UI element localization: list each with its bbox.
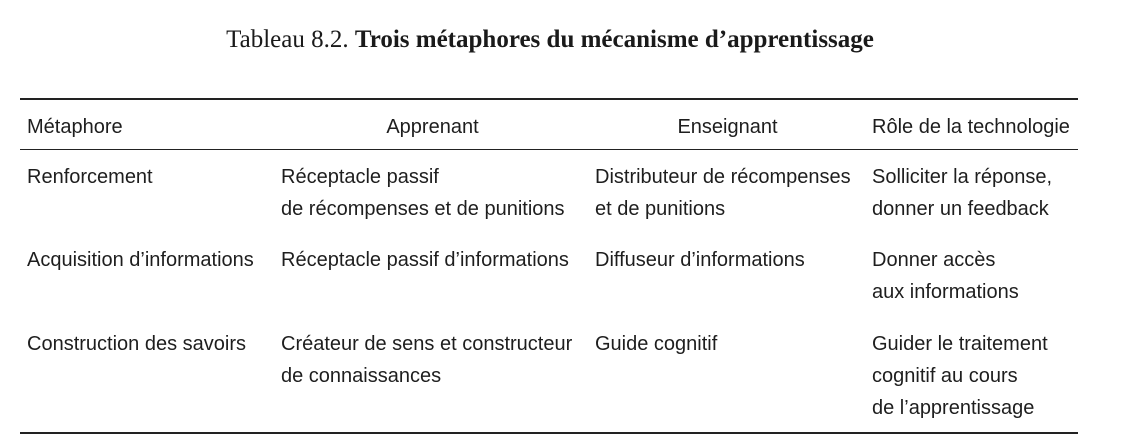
row-acquisition-role: Donner accès aux informations: [872, 249, 1019, 303]
row-renforcement-apprenant: Réceptacle passif de récompenses et de punitions: [281, 166, 565, 220]
row-acquisition-metaphore: Acquisition d’informations: [27, 249, 254, 271]
header-rule: [20, 149, 1078, 150]
row-construction-metaphore: Construction des savoirs: [27, 333, 246, 355]
header-enseignant: Enseignant: [677, 116, 778, 138]
header-apprenant: Apprenant: [386, 116, 479, 138]
row-renforcement-enseignant: Distributeur de récompenses et de punitions: [595, 166, 851, 220]
table-caption: [0, 26, 1100, 54]
table-number: Tableau 8.2.: [226, 26, 349, 53]
table-title: Trois métaphores du mécanisme d’apprentissage: [354, 26, 874, 53]
table-bottom-rule: [20, 432, 1078, 434]
row-construction-apprenant: Créateur de sens et constructeur de connaissances: [281, 333, 573, 387]
header-metaphore: Métaphore: [27, 116, 123, 138]
row-acquisition-apprenant: Réceptacle passif d’informations: [281, 249, 569, 271]
row-renforcement-metaphore: Renforcement: [27, 166, 153, 188]
row-renforcement-role: Solliciter la réponse, donner un feedback: [872, 166, 1053, 220]
table-top-rule: [20, 98, 1078, 100]
row-construction-enseignant: Guide cognitif: [595, 333, 718, 355]
row-construction-role: Guider le traitement cognitif au cours de l’apprentissage: [872, 333, 1048, 419]
header-role-technologie: Rôle de la technologie: [872, 116, 1070, 138]
row-acquisition-enseignant: Diffuseur d’informations: [595, 249, 805, 271]
